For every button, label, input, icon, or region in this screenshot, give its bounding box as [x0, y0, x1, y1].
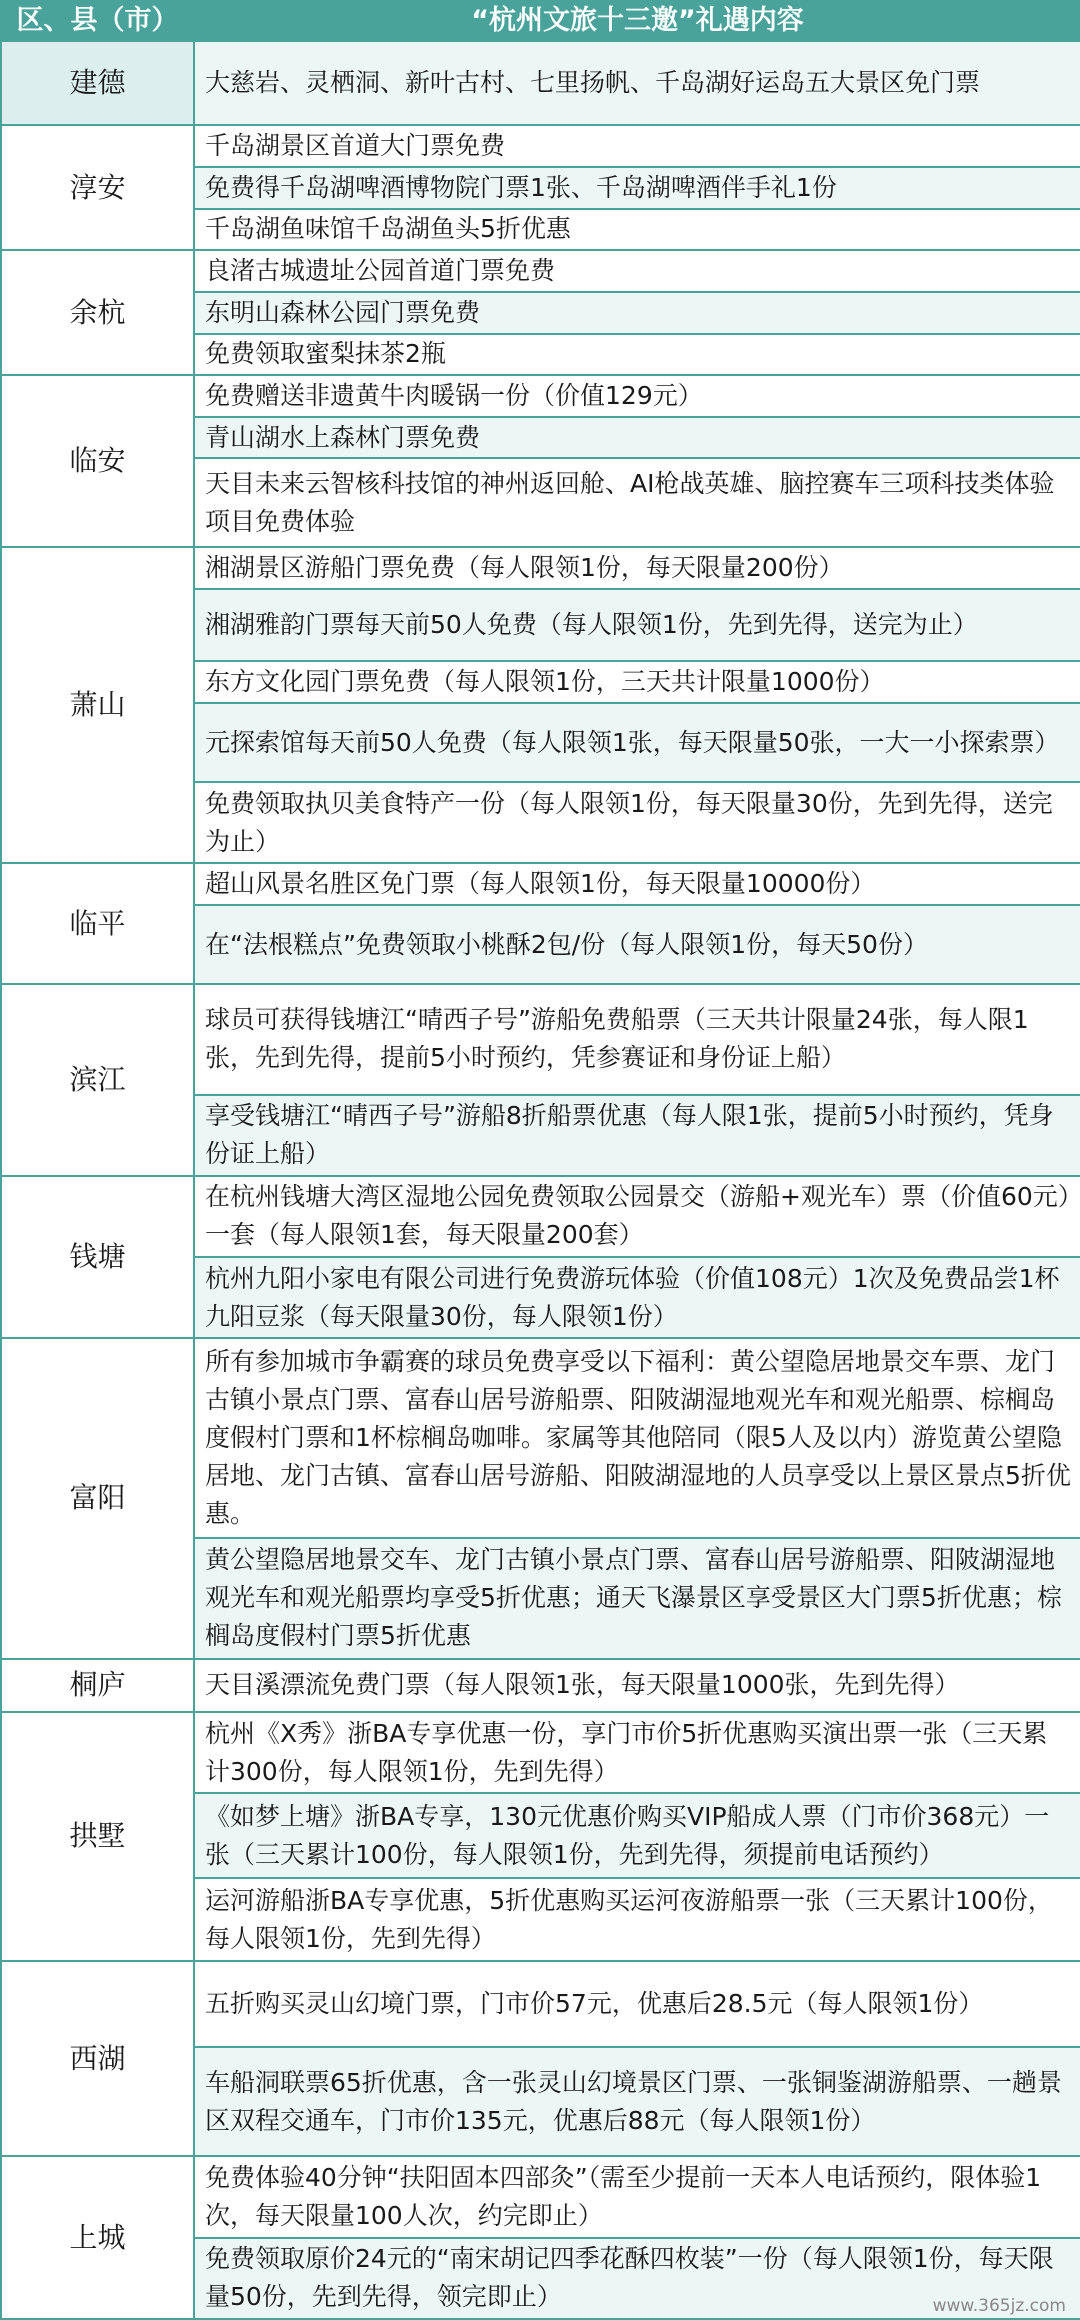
- perk-cell: 杭州九阳小家电有限公司进行免费游玩体验（价值108元）1次及免费品尝1杯九阳豆浆（每天限量30份，每人限领1份）: [194, 1257, 1080, 1338]
- perk-cell: 在杭州钱塘大湾区湿地公园免费领取公园景交（游船+观光车）票（价值60元）一套（每人限领1套，每天限量200套）: [194, 1176, 1080, 1257]
- table-row: [1, 2156, 1080, 2237]
- district-cell: 萧山: [1, 547, 194, 863]
- table-row: [1, 41, 1080, 125]
- perk-cell: 免费领取蜜梨抹茶2瓶: [194, 334, 1080, 376]
- table-row: [1, 375, 1080, 417]
- perk-cell: 享受钱塘江“晴西子号”游船8折船票优惠（每人限1张，提前5小时预约，凭身份证上船）: [194, 1095, 1080, 1176]
- district-cell: 拱墅: [1, 1712, 194, 1961]
- perk-cell: 湘湖景区游船门票免费（每人限领1份，每天限量200份）: [194, 547, 1080, 589]
- perk-cell: 元探索馆每天前50人免费（每人限领1张，每天限量50张，一大一小探索票）: [194, 703, 1080, 782]
- district-cell: 富阳: [1, 1338, 194, 1659]
- perk-cell: 《如梦上塘》浙BA专享，130元优惠价购买VIP船成人票（门市价368元）一张（三天累计100份，每人限领1份，先到先得，须提前电话预约）: [194, 1793, 1080, 1878]
- district-column-header: 区、县（市）: [1, 1, 194, 41]
- district-cell: 上城: [1, 2156, 194, 2319]
- perk-cell: 运河游船浙BA专享优惠，5折优惠购买运河夜游船票一张（三天累计100份，每人限领1份，先到先得）: [194, 1878, 1080, 1960]
- perk-cell: 球员可获得钱塘江“晴西子号”游船免费船票（三天共计限量24张，每人限1张，先到先得，提前5小时预约，凭参赛证和身份证上船）: [194, 984, 1080, 1094]
- perk-cell: 青山湖水上森林门票免费: [194, 417, 1080, 459]
- district-cell: 余杭: [1, 250, 194, 375]
- table-row: [1, 250, 1080, 292]
- table-row: [1, 1338, 1080, 1538]
- district-cell: 钱塘: [1, 1176, 194, 1338]
- table-row: [1, 547, 1080, 589]
- header-row: [1, 1, 1080, 41]
- perk-cell: 千岛湖景区首道大门票免费: [194, 125, 1080, 167]
- perk-cell: 免费得千岛湖啤酒博物院门票1张、千岛湖啤酒伴手礼1份: [194, 167, 1080, 209]
- perk-cell: 杭州《X秀》浙BA专享优惠一份，享门市价5折优惠购买演出票一张（三天累计300份，每人限领1份，先到先得）: [194, 1712, 1080, 1793]
- perks-column-header: “杭州文旅十三邀”礼遇内容: [194, 1, 1080, 41]
- perks-table-body: [1, 41, 1080, 2319]
- table-row: [1, 1712, 1080, 1793]
- perk-cell: 免费体验40分钟“扶阳固本四部灸”（需至少提前一天本人电话预约，限体验1次，每天限量100人次，约完即止）: [194, 2156, 1080, 2237]
- perk-cell: 湘湖雅韵门票每天前50人免费（每人限领1份，先到先得，送完为止）: [194, 589, 1080, 662]
- perk-cell: 黄公望隐居地景交车、龙门古镇小景点门票、富春山居号游船票、阳陂湖湿地观光车和观光船票均享受5折优惠；通天飞瀑景区享受景区大门票5折优惠；棕榈岛度假村门票5折优惠: [194, 1538, 1080, 1659]
- perk-cell: 超山风景名胜区免门票（每人限领1份，每天限量10000份）: [194, 863, 1080, 905]
- district-cell: 临平: [1, 863, 194, 984]
- district-cell: 西湖: [1, 1961, 194, 2157]
- perk-cell: 千岛湖鱼味馆千岛湖鱼头5折优惠: [194, 209, 1080, 251]
- perk-cell: 五折购买灵山幻境门票，门市价57元，优惠后28.5元（每人限领1份）: [194, 1961, 1080, 2047]
- perk-cell: 所有参加城市争霸赛的球员免费享受以下福利：黄公望隐居地景交车票、龙门古镇小景点门票、富春山居号游船票、阳陂湖湿地观光车和观光船票、棕榈岛度假村门票和1杯棕榈岛咖啡。家属等其他陪同（限5人及以内）游览黄公望隐居地、龙门古镇、富春山居号游船、阳陂湖湿地的人员享受以上景区景点5折优惠。: [194, 1338, 1080, 1538]
- table-row: [1, 125, 1080, 167]
- table-row: [1, 1961, 1080, 2047]
- perk-cell: 良渚古城遗址公园首道门票免费: [194, 250, 1080, 292]
- perk-cell: 大慈岩、灵栖洞、新叶古村、七里扬帆、千岛湖好运岛五大景区免门票: [194, 41, 1080, 125]
- perk-cell: 车船洞联票65折优惠，含一张灵山幻境景区门票、一张铜鉴湖游船票、一趟景区双程交通车，门市价135元，优惠后88元（每人限领1份）: [194, 2047, 1080, 2156]
- perk-cell: 天目未来云智核科技馆的神州返回舱、AI枪战英雄、脑控赛车三项科技类体验项目免费体验: [194, 458, 1080, 546]
- perk-cell: 免费领取原价24元的“南宋胡记四季花酥四枚装”一份（每人限领1份，每天限量50份，先到先得，领完即止）: [194, 2238, 1080, 2319]
- perk-cell: 东方文化园门票免费（每人限领1份，三天共计限量1000份）: [194, 661, 1080, 703]
- table-row: [1, 1176, 1080, 1257]
- perk-cell: 免费领取执贝美食特产一份（每人限领1份，每天限量30份，先到先得，送完为止）: [194, 782, 1080, 863]
- watermark: www.365jz.com: [932, 2296, 1066, 2316]
- perk-cell: 免费赠送非遗黄牛肉暖锅一份（价值129元）: [194, 375, 1080, 417]
- perk-cell: 东明山森林公园门票免费: [194, 292, 1080, 334]
- perk-cell: 天目溪漂流免费门票（每人限领1张，每天限量1000张，先到先得）: [194, 1659, 1080, 1712]
- table-row: [1, 863, 1080, 905]
- district-cell: 滨江: [1, 984, 194, 1176]
- district-cell: 临安: [1, 375, 194, 547]
- perk-cell: 在“法根糕点”免费领取小桃酥2包/份（每人限领1份，每天50份）: [194, 905, 1080, 984]
- district-cell: 建德: [1, 41, 194, 125]
- table-row: [1, 1659, 1080, 1712]
- district-cell: 淳安: [1, 125, 194, 250]
- district-cell: 桐庐: [1, 1659, 194, 1712]
- table-row: [1, 984, 1080, 1094]
